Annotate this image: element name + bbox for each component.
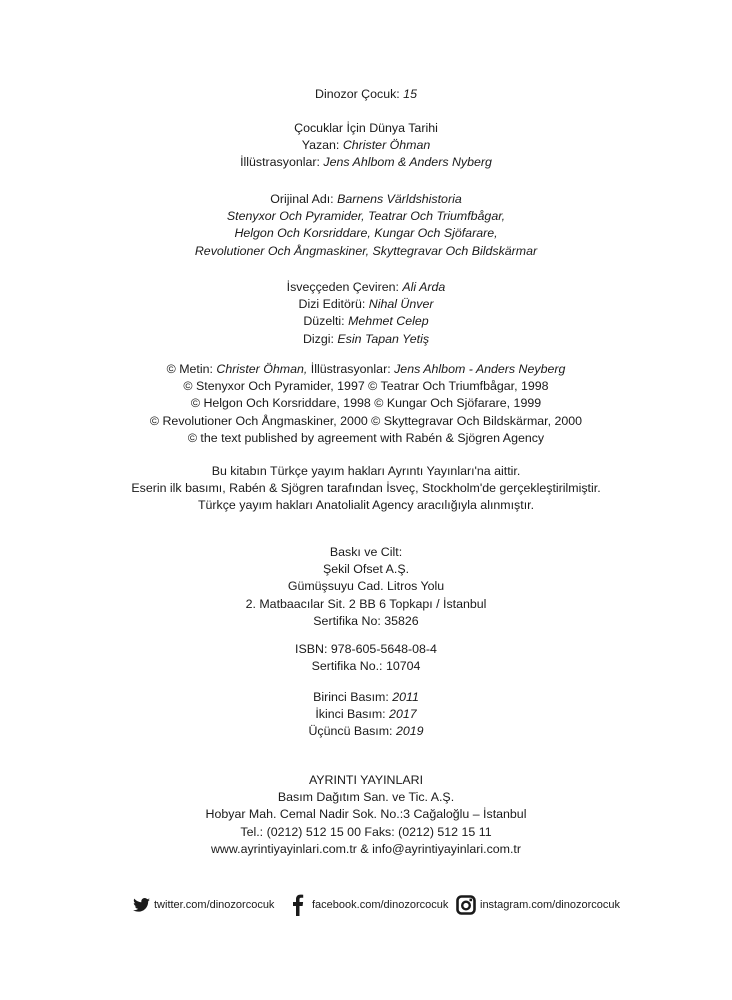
illustrators-line <box>0 154 732 171</box>
copyright-ill-names: Jens Ahlbom - Anders Neyberg <box>394 362 566 376</box>
facebook-url: facebook.com/dinozorcocuk <box>312 899 449 911</box>
proof-line <box>0 313 732 330</box>
twitter-link[interactable] <box>133 893 274 917</box>
original-volumes-line: Stenyxor Och Pyramider, Teatrar Och Triumfbågar, <box>226 209 506 224</box>
translator-line <box>0 279 732 296</box>
publisher-line: Basım Dağıtım San. ve Tic. A.Ş. <box>277 790 455 805</box>
publisher-web[interactable]: www.ayrintiyayinlari.com.tr & info@ayrintiyayinlari.com.tr <box>210 841 522 856</box>
original-volumes-line: Revolutioner Och Ångmaskiner, Skyttegravar Och Bildskärmar <box>194 243 538 258</box>
editions-block <box>0 689 732 741</box>
original-label: Orijinal Adı: <box>270 192 334 206</box>
author-name: Christer Öhman <box>342 138 431 153</box>
rights-block <box>0 463 732 515</box>
printing-line: Şekil Ofset A.Ş. <box>322 562 410 577</box>
illustrators-label: İllüstrasyonlar: <box>240 155 320 170</box>
copyright-line: © Stenyxor Och Pyramider, 1997 © Teatrar Och Triumfbågar, 1998 <box>183 379 549 394</box>
proof-label: Düzelti: <box>303 314 345 329</box>
copyright-line: © Helgon Och Korsriddare, 1998 © Kungar Och Sjöfarare, 1999 <box>190 396 542 411</box>
publisher-phone: Tel.: (0212) 512 15 00 Faks: (0212) 512 15 11 <box>240 824 492 839</box>
original-title-line <box>0 191 732 208</box>
twitter-url: twitter.com/dinozorcocuk <box>154 899 275 911</box>
proof-name: Mehmet Celep <box>348 314 429 329</box>
editor-label: Dizi Editörü: <box>298 297 366 312</box>
original-title-block <box>0 191 732 260</box>
edition-year: 2019 <box>395 724 424 739</box>
copyright-line: © Revolutioner Och Ångmaskiner, 2000 © Skyttegravar Och Bildskärmar, 2000 <box>149 413 583 428</box>
copyright-line: © the text published by agreement with Rabén & Sjögren Agency <box>187 430 545 445</box>
facebook-link[interactable] <box>290 893 448 917</box>
copyright-block <box>0 361 732 447</box>
isbn-block <box>0 641 732 675</box>
typeset-line <box>0 331 732 348</box>
instagram-url: instagram.com/dinozorcocuk <box>480 899 621 911</box>
copyright-prefix: © Metin: <box>166 362 213 376</box>
publisher-name: AYRINTI YAYINLARI <box>308 773 424 787</box>
copyright-line <box>0 361 732 378</box>
edition-line <box>0 723 732 740</box>
instagram-icon <box>456 895 476 915</box>
series-block <box>0 86 732 103</box>
edition-year: 2011 <box>392 690 419 704</box>
editor-name: Nihal Ünver <box>368 297 434 312</box>
book-title: Çocuklar İçin Dünya Tarihi <box>294 121 438 135</box>
credits-block <box>0 279 732 348</box>
author-label: Yazan: <box>301 138 340 153</box>
edition-line <box>0 706 732 723</box>
certificate-line: Sertifika No.: 10704 <box>311 659 421 674</box>
editor-line <box>0 296 732 313</box>
printing-line: Sertifika No: 35826 <box>313 613 419 628</box>
instagram-link[interactable] <box>456 893 620 917</box>
translator-label: İsveççeden Çeviren: <box>286 280 399 294</box>
edition-line <box>0 689 732 706</box>
typeset-name: Esin Tapan Yetiş <box>337 331 430 346</box>
publisher-block <box>0 772 732 858</box>
author-line <box>0 137 732 154</box>
printing-line: 2. Matbaacılar Sit. 2 BB 6 Topkapı / İstanbul <box>245 596 487 611</box>
series-number: 15 <box>403 87 417 101</box>
printing-line: Baskı ve Cilt: <box>329 545 403 559</box>
translator-name: Ali Arda <box>402 280 446 294</box>
edition-label: Birinci Basım: <box>313 690 389 704</box>
typeset-label: Dizgi: <box>302 331 334 346</box>
rights-line: Türkçe yayım hakları Anatolialit Agency aracılığıyla alınmıştır. <box>197 498 535 513</box>
publisher-address: Hobyar Mah. Cemal Nadir Sok. No.:3 Cağaloğlu – İstanbul <box>205 807 527 822</box>
edition-label: İkinci Basım: <box>315 707 386 722</box>
isbn-line: ISBN: 978-605-5648-08-4 <box>295 642 437 656</box>
edition-year: 2017 <box>389 707 417 722</box>
series-label: Dinozor Çocuk: <box>315 87 400 101</box>
printing-block <box>0 544 732 630</box>
copyright-author: Christer Öhman, <box>216 362 308 376</box>
rights-line: Bu kitabın Türkçe yayım hakları Ayrıntı Yayınları'na aittir. <box>211 464 521 478</box>
illustrators-names: Jens Ahlbom & Anders Nyberg <box>323 155 492 170</box>
original-volumes-line: Helgon Och Korsriddare, Kungar Och Sjöfarare, <box>234 226 498 241</box>
title-block <box>0 120 732 172</box>
facebook-icon <box>290 894 308 916</box>
edition-label: Üçüncü Basım: <box>308 724 393 739</box>
rights-line: Eserin ilk basımı, Rabén & Sjögren tarafından İsveç, Stockholm'de gerçekleştirilmiştir. <box>131 481 601 496</box>
printing-line: Gümüşsuyu Cad. Litros Yolu <box>287 579 445 594</box>
original-title: Barnens Världshistoria <box>337 192 462 206</box>
series-line <box>0 86 732 103</box>
copyright-ill-label: İllüstrasyonlar: <box>310 362 391 376</box>
twitter-icon <box>133 898 150 912</box>
